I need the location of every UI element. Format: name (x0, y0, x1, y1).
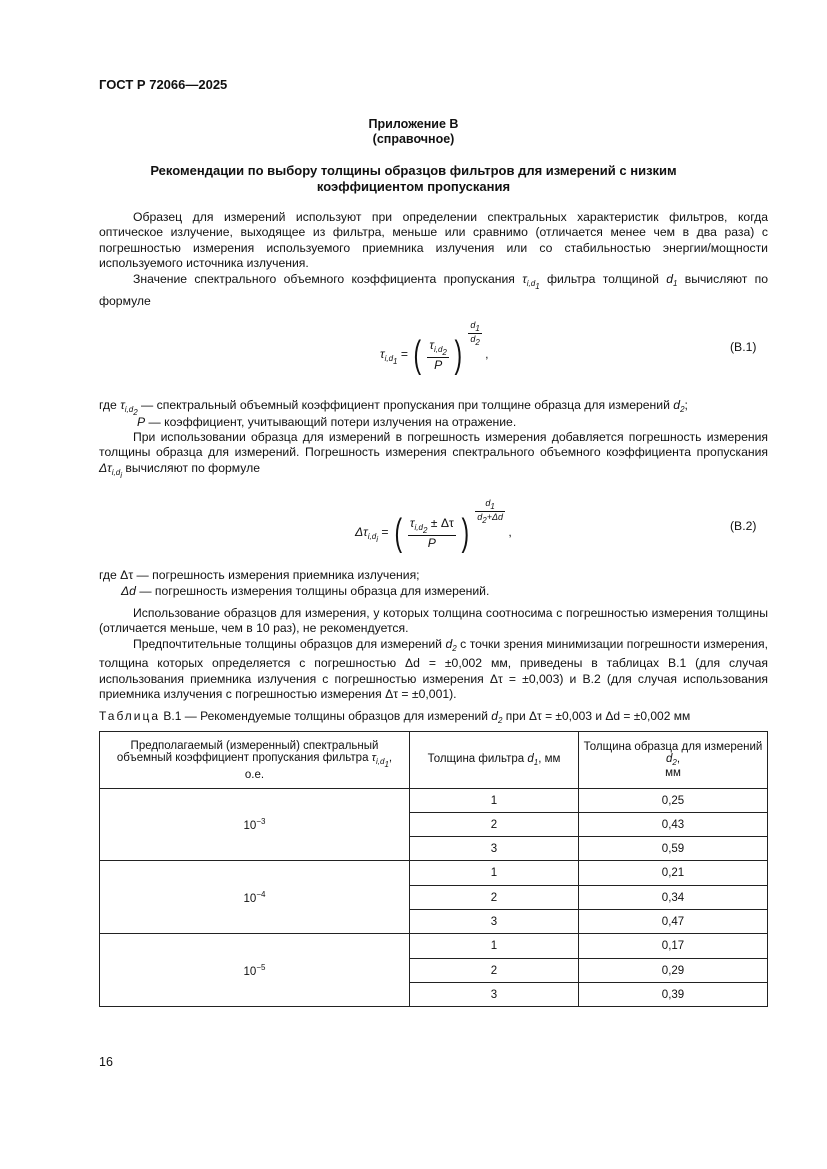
header-filter-thickness: Толщина фильтра $d_1$, мм (410, 732, 579, 789)
paragraph-3: При использовании образца для измерений в погрешность измерения добавляется погрешность измерения толщины образца для измерений. Погрешность измерения спектрального объемного коэффициента пропускания $\Delta\tau_{i,d_i}$ вычисляют по формуле (99, 430, 768, 480)
where-line-1: где $\tau_{i,d_2}$ — спектральный объемный коэффициент пропускания при толщине образца для измерений $d_2$; (99, 398, 688, 417)
doc-code: ГОСТ Р 72066—2025 (99, 77, 228, 92)
formula-b2-number: (В.2) (730, 519, 757, 533)
appendix-heading-2: коэффициентом пропускания (316, 179, 511, 194)
filter-thickness-cell: 3 (410, 983, 579, 1007)
filter-thickness-cell: 2 (410, 813, 579, 837)
where-line-2: P — коэффициент, учитывающий потери излучения на отражение. (137, 415, 517, 429)
sample-thickness-cell: 0,39 (579, 983, 768, 1007)
header-coefficient: Предполагаемый (измеренный) спектральный объемный коэффициент пропускания фильтра $\tau_{i,d_1}$, о.е. (100, 732, 410, 789)
paragraph-1: Образец для измерений используют при определении спектральных характеристик фильтров, когда оптическое излучение, выходящее из фильтра, меньше или сравнимо (отличается менее чем в два раза) с погрешностью измерения используемого приемника излучения или со стабильностью энергии/мощности используемого источника излучения. (99, 210, 768, 271)
page-number: 16 (99, 1055, 113, 1069)
table-row (100, 789, 768, 813)
sample-thickness-cell: 0,29 (579, 959, 768, 983)
where-line-3: где Δτ — погрешность измерения приемника излучения; (99, 568, 420, 582)
sample-thickness-cell: 0,25 (579, 789, 768, 813)
thickness-table (99, 731, 768, 1007)
appendix-title: Приложение В (368, 117, 459, 131)
sample-thickness-cell: 0,17 (579, 934, 768, 959)
paragraph-4: Использование образцов для измерения, у которых толщина соотносима с погрешностью измерения толщины (отличается меньше, чем в 10 раз), не рекомендуется. (99, 606, 768, 636)
filter-thickness-cell: 3 (410, 910, 579, 934)
coefficient-cell: $10^{-4}$ (100, 861, 410, 934)
coefficient-cell: $10^{-3}$ (100, 789, 410, 861)
sample-thickness-cell: 0,43 (579, 813, 768, 837)
sample-thickness-cell: 0,34 (579, 886, 768, 910)
header-sample-thickness: Толщина образца для измерений $d_2$, мм (579, 732, 768, 789)
filter-thickness-cell: 1 (410, 934, 579, 959)
appendix-heading-1: Рекомендации по выбору толщины образцов фильтров для измерений с низким (150, 163, 677, 178)
table-row (100, 861, 768, 886)
filter-thickness-cell: 1 (410, 789, 579, 813)
table-header-row (100, 732, 768, 789)
paragraph-5: Предпочтительные толщины образцов для измерений $d_2$ с точки зрения минимизации погрешности измерения, толщина которых определяется с погрешностью Δd = ±0,002 мм, приведены в таблицах В.1 (для случая использования приемника излучения с погрешностью измерения Δτ = ±0,003) и В.2 (для случая использования приемника излучения с погрешностью измерения Δτ = ±0,001). (99, 637, 768, 702)
appendix-subtitle: (справочное) (372, 132, 455, 146)
table-caption: Таблица В.1 — Рекомендуемые толщины образцов для измерений $d_2$ при Δτ = ±0,003 и Δd = ±0,002 мм (99, 709, 691, 725)
sample-thickness-cell: 0,21 (579, 861, 768, 886)
where-line-4: Δd — погрешность измерения толщины образца для измерений. (121, 584, 490, 598)
formula-b1-number: (В.1) (730, 340, 757, 354)
filter-thickness-cell: 3 (410, 837, 579, 861)
formula-b2: $\Delta\tau_{i,d_i}$ = ( $\frac{\tau_{i,d_2} \pm \Delta\tau}{P}$ ) $^{\frac{d_1}{d_2+\Delta d}}$ , (355, 498, 512, 554)
filter-thickness-cell: 2 (410, 959, 579, 983)
paragraph-2: Значение спектрального объемного коэффициента пропускания $\tau_{i,d_1}$ фильтра толщиной $d_1$ вычисляют по формуле (99, 272, 769, 309)
coefficient-cell: $10^{-5}$ (100, 934, 410, 1007)
sample-thickness-cell: 0,47 (579, 910, 768, 934)
sample-thickness-cell: 0,59 (579, 837, 768, 861)
formula-b1: $\tau_{i,d_1}$ = ( $\frac{\tau_{i,d_2}}{P}$ ) $^{\frac{d_1}{d_2}}$ , (380, 320, 489, 376)
filter-thickness-cell: 2 (410, 886, 579, 910)
filter-thickness-cell: 1 (410, 861, 579, 886)
table-row (100, 934, 768, 959)
